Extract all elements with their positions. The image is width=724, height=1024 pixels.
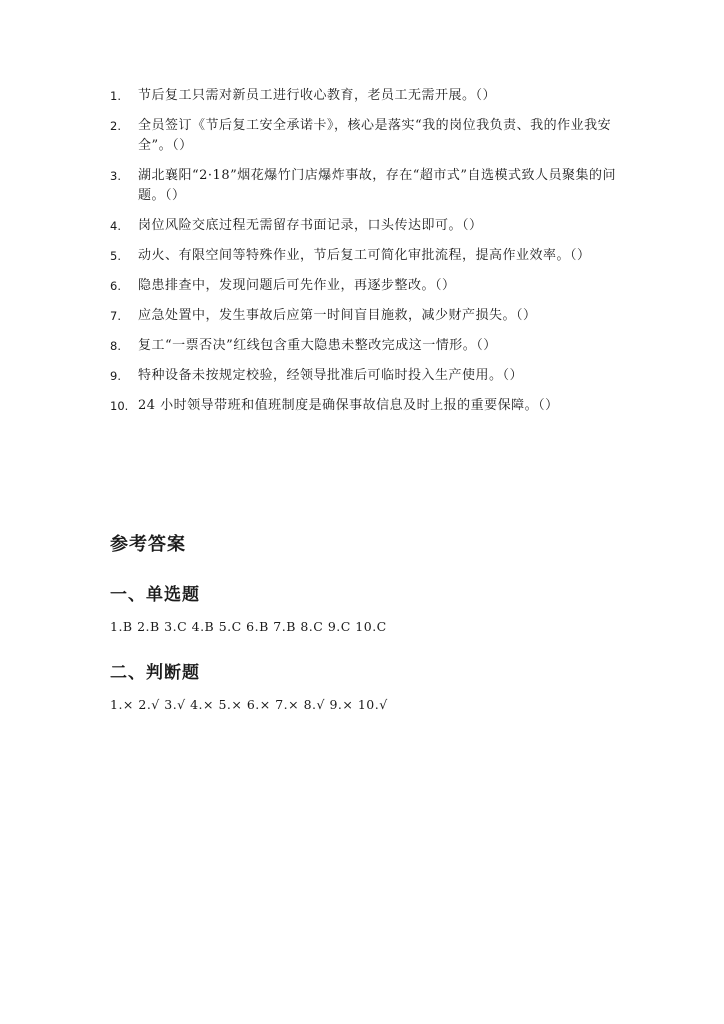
question-number: 1. [110,89,121,103]
question-text: 24 小时领导带班和值班制度是确保事故信息及时上报的重要保障。（） [138,398,559,413]
question-item [110,336,630,356]
question-number: 10. [110,399,129,413]
answer-key-title: 参考答案 [110,534,186,555]
question-number: 8. [110,339,121,353]
question-item [110,166,630,206]
question-item [110,116,630,156]
question-number: 3. [110,169,121,183]
question-number: 7. [110,309,121,323]
question-text: 特种设备未按规定校验，经领导批准后可临时投入生产使用。（） [138,368,524,383]
question-text: 隐患排查中，发现问题后可先作业，再逐步整改。（） [138,278,456,293]
question-text: 复工“一票否决”红线包含重大隐患未整改完成这一情形。（） [138,338,497,353]
question-text: 应急处置中，发生事故后应第一时间盲目施救，减少财产损失。（） [138,308,537,323]
question-item [110,396,630,416]
question-text: 湖北襄阳“2·18”烟花爆竹门店爆炸事故，存在“超市式”自选模式致人员聚集的问题。（） [138,168,617,203]
true-false-section-title: 二、判断题 [110,663,200,683]
question-item [110,306,630,326]
question-item [110,276,630,296]
answer-key [110,530,630,736]
question-number: 2. [110,119,121,133]
question-number: 6. [110,279,121,293]
question-item [110,246,630,266]
question-text: 全员签订《节后复工安全承诺卡》，核心是落实“我的岗位我负责、我的作业我安全”。（） [138,118,612,153]
question-text: 节后复工只需对新员工进行收心教育，老员工无需开展。（） [138,88,497,103]
question-text: 岗位风险交底过程无需留存书面记录，口头传达即可。（） [138,218,483,233]
question-item [110,86,630,106]
question-text: 动火、有限空间等特殊作业，节后复工可简化审批流程，提高作业效率。（） [138,248,591,263]
single-choice-answers: 1.B 2.B 3.C 4.B 5.C 6.B 7.B 8.C 9.C 10.C [110,619,387,634]
true-false-answers: 1.× 2.√ 3.√ 4.× 5.× 6.× 7.× 8.√ 9.× 10.√ [110,697,388,712]
question-item [110,366,630,386]
question-number: 5. [110,249,121,263]
true-false-question-list [110,86,630,426]
question-item [110,216,630,236]
question-number: 4. [110,219,121,233]
single-choice-section-title: 一、单选题 [110,585,200,605]
question-number: 9. [110,369,121,383]
